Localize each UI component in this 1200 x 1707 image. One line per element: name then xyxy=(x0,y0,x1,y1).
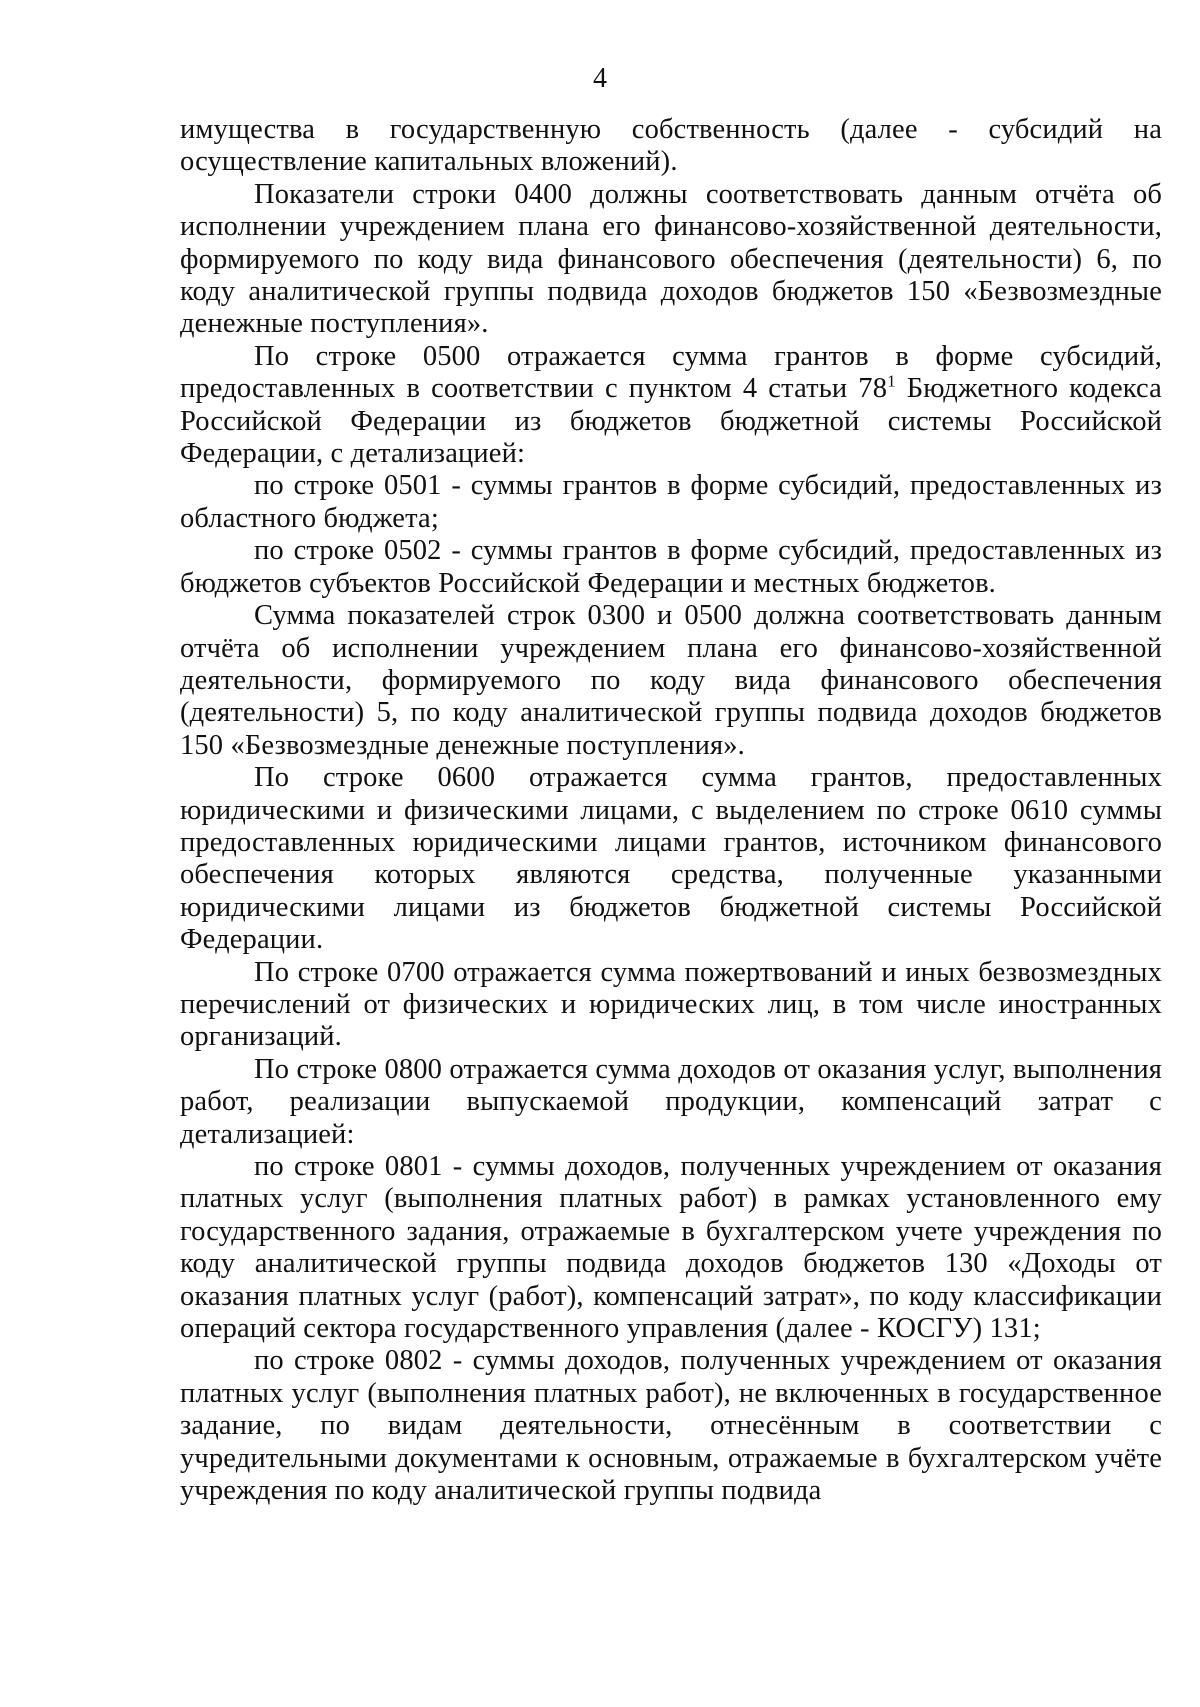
paragraph-continuation: имущества в государственную собственность (далее - субсидий на осуществление капитальных вложений). xyxy=(180,114,1162,178)
paragraph-line-0501: по строке 0501 - суммы грантов в форме субсидий, предоставленных из областного бюджета; xyxy=(180,470,1162,534)
paragraph-line-0800: По строке 0800 отражается сумма доходов от оказания услуг, выполнения работ, реализации выпускаемой продукции, компенсаций затрат с детализацией: xyxy=(180,1053,1162,1150)
paragraph-line-0500 xyxy=(180,341,1162,471)
paragraph-sum-0300-0500: Сумма показателей строк 0300 и 0500 должна соответствовать данным отчёта об исполнении учреждением плана его финансово-хозяйственной деятельности, формируемого по коду вида финансового обеспечения (деятельности) 5, по коду аналитической группы подвида доходов бюджетов 150 «Безвозмездные денежные поступления». xyxy=(180,600,1162,761)
paragraph-line-0400: Показатели строки 0400 должны соответствовать данным отчёта об исполнении учреждением плана его финансово-хозяйственной деятельности, формируемого по коду вида финансового обеспечения (деятельности) 6, по коду аналитической группы подвида доходов бюджетов 150 «Безвозмездные денежные поступления». xyxy=(180,178,1162,340)
paragraph-line-0502: по строке 0502 - суммы грантов в форме субсидий, предоставленных из бюджетов субъектов Российской Федерации и местных бюджетов. xyxy=(180,535,1162,599)
page-number: 4 xyxy=(593,63,607,94)
article-superscript: 1 xyxy=(887,371,896,391)
paragraph-line-0500-text-before: По строке 0500 отражается сумма грантов в форме субсидий, предоставленных в соответствии с пунктом 4 статьи 78 xyxy=(180,340,1162,405)
paragraph-line-0500-text-after: Бюджетного кодекса Российской Федерации из бюджетов бюджетной системы Российской Федерации, с детализацией: xyxy=(180,373,1162,470)
paragraph-line-0600: По строке 0600 отражается сумма грантов, предоставленных юридическими и физическими лицами, с выделением по строке 0610 суммы предоставленных юридическими лицами грантов, источником финансового обеспечения которых являются средства, полученные указанными юридическими лицами из бюджетов бюджетной системы Российской Федерации. xyxy=(180,762,1162,956)
paragraph-line-0700: По строке 0700 отражается сумма пожертвований и иных безвозмездных перечислений от физических и юридических лиц, в том числе иностранных организаций. xyxy=(180,956,1162,1053)
paragraph-line-0802: по строке 0802 - суммы доходов, полученных учреждением от оказания платных услуг (выполнения платных работ), не включенных в государственное задание, по видам деятельности, отнесённым в соответствии с учредительными документами к основным, отражаемые в бухгалтерском учёте учреждения по коду аналитической группы подвида xyxy=(180,1345,1162,1507)
paragraph-line-0801: по строке 0801 - суммы доходов, полученных учреждением от оказания платных услуг (выполнения платных работ) в рамках установленного ему государственного задания, отражаемые в бухгалтерском учете учреждения по коду аналитической группы подвида доходов бюджетов 130 «Доходы от оказания платных услуг (работ), компенсаций затрат», по коду классификации операций сектора государственного управления (далее - КОСГУ) 131; xyxy=(180,1151,1162,1345)
document-body xyxy=(180,114,1162,1507)
